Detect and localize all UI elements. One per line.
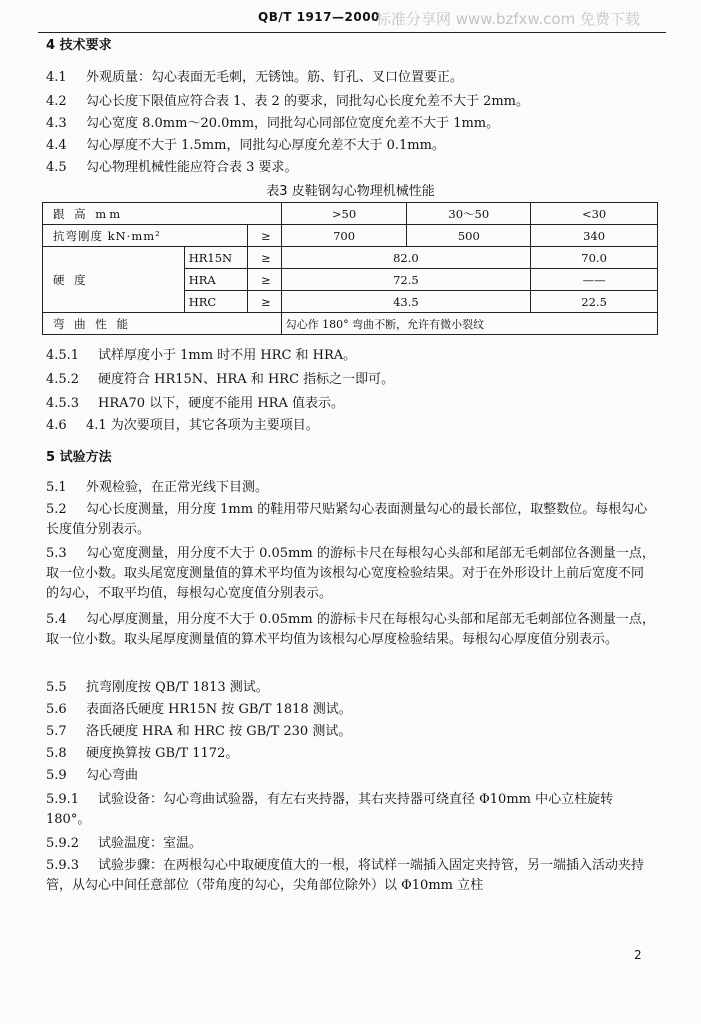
table-cell: ≥ [247, 225, 281, 247]
clause-text: 勾心宽度 8.0mm～20.0mm，同批勾心同部位宽度允差不大于 1mm。 [86, 116, 500, 131]
stiffness-label: 抗弯刚度 kN·mm² [43, 225, 248, 247]
clause-text: 勾心厚度不大于 1.5mm，同批勾心厚度允差不大于 0.1mm。 [86, 138, 445, 153]
clause-5-1 [46, 478, 656, 498]
clause-number: 5.9.3 [46, 858, 80, 873]
table-cell: 82.0 [281, 247, 531, 269]
clause-text: 试验设备：勾心弯曲试验器，有左右夹持器，其右夹持器可绕直径 Φ10mm 中心立柱旋转 180°。 [46, 792, 614, 827]
table-cell: 30～50 [407, 203, 531, 225]
clause-text: 外观检验，在正常光线下目测。 [86, 480, 269, 495]
clause-4-5-1 [46, 346, 656, 366]
clause-number: 4.2 [46, 94, 67, 109]
clause-text: 勾心厚度测量，用分度不大于 0.05mm 的游标卡尺在每根勾心头部和尾部无毛刺部位各测量一点，取一位小数。取头尾厚度测量值的算术平均值为该根勾心厚度检验结果。每根勾心厚度值分别表示。 [46, 612, 655, 647]
clause-number: 5.8 [46, 746, 67, 761]
table-cell: 700 [281, 225, 407, 247]
table-cell: 500 [407, 225, 531, 247]
page-header [0, 8, 701, 30]
clause-5-9-3 [46, 856, 656, 896]
clause-text: 抗弯刚度按 QB/T 1813 测试。 [86, 680, 269, 695]
page-number: 2 [634, 948, 642, 962]
clause-text: 勾心长度下限值应符合表 1、表 2 的要求，同批勾心长度允差不大于 2mm。 [86, 94, 529, 109]
clause-5-9-1 [46, 790, 656, 830]
clause-5-5 [46, 678, 656, 698]
table-cell: ≥ [247, 269, 281, 291]
clause-text: 硬度换算按 GB/T 1172。 [86, 746, 239, 761]
clause-text: 洛氏硬度 HRA 和 HRC 按 GB/T 230 测试。 [86, 724, 352, 739]
clause-number: 5.3 [46, 546, 67, 561]
table-cell: 72.5 [281, 269, 531, 291]
clause-text: 勾心长度测量，用分度 1mm 的鞋用带尺贴紧勾心表面测量勾心的最长部位，取整数位。每根勾心长度值分别表示。 [46, 502, 648, 537]
clause-number: 4.1 [46, 70, 67, 85]
clause-5-3 [46, 544, 656, 604]
table-cell: 340 [531, 225, 658, 247]
clause-number: 5.5 [46, 680, 67, 695]
table-cell: 70.0 [531, 247, 658, 269]
clause-4-1 [46, 68, 656, 88]
clause-number: 5.9.2 [46, 836, 80, 851]
heel-height-label: 跟 高 mm [43, 203, 282, 225]
table-row [43, 203, 658, 225]
clause-text: 试样厚度小于 1mm 时不用 HRC 和 HRA。 [98, 348, 357, 363]
clause-5-6 [46, 700, 656, 720]
table-row [43, 225, 658, 247]
clause-text: 硬度符合 HR15N、HRA 和 HRC 指标之一即可。 [98, 372, 395, 387]
clause-text: 勾心弯曲 [86, 768, 139, 783]
table-cell: HR15N [184, 247, 247, 269]
table-3 [42, 202, 658, 335]
clause-4-5 [46, 158, 656, 178]
clause-4-5-2 [46, 370, 656, 390]
clause-text: 外观质量：勾心表面无毛刺，无锈蚀。筋、钉孔、叉口位置要正。 [86, 70, 464, 85]
clause-number: 4.3 [46, 116, 67, 131]
clause-5-9 [46, 766, 656, 786]
clause-text: 勾心物理机械性能应符合表 3 要求。 [86, 160, 298, 175]
clause-text: 4.1 为次要项目，其它各项为主要项目。 [86, 418, 319, 433]
clause-number: 4.5.3 [46, 396, 80, 411]
section-5-heading: 5 试验方法 [46, 450, 112, 465]
bending-label: 弯 曲 性 能 [43, 313, 282, 335]
bending-value: 勾心作 180° 弯曲不断，允许有微小裂纹 [281, 313, 657, 335]
table-cell: 43.5 [281, 291, 531, 313]
clause-number: 5.9 [46, 768, 67, 783]
clause-number: 4.5.1 [46, 348, 80, 363]
clause-number: 5.7 [46, 724, 67, 739]
clause-number: 4.6 [46, 418, 67, 433]
header-rule [38, 32, 666, 33]
clause-4-2 [46, 92, 656, 112]
clause-text: 试验步骤：在两根勾心中取硬度值大的一根，将试样一端插入固定夹持管，另一端插入活动夹持管，从勾心中间任意部位（带角度的勾心，尖角部位除外）以 Φ10mm 立柱 [46, 858, 645, 893]
hardness-label: 硬 度 [43, 247, 185, 313]
clause-number: 4.5.2 [46, 372, 80, 387]
clause-4-3 [46, 114, 656, 134]
table-cell: HRC [184, 291, 247, 313]
clause-text: 试验温度：室温。 [98, 836, 203, 851]
table-row [43, 247, 658, 269]
table-cell: ≥ [247, 247, 281, 269]
table-cell: >50 [281, 203, 407, 225]
clause-4-4 [46, 136, 656, 156]
watermark: 标准分享网 www.bzfxw.com 免费下载 [376, 10, 640, 28]
clause-text: HRA70 以下，硬度不能用 HRA 值表示。 [98, 396, 344, 411]
clause-text: 勾心宽度测量，用分度不大于 0.05mm 的游标卡尺在每根勾心头部和尾部无毛刺部位各测量一点，取一位小数。取头尾宽度测量值的算术平均值为该根勾心宽度检验结果。对于在外形设计上前后宽度不同的勾心，不取平均值，每根勾心宽度值分别表示。 [46, 546, 655, 601]
clause-5-8 [46, 744, 656, 764]
table-row [43, 313, 658, 335]
table-cell: <30 [531, 203, 658, 225]
clause-number: 4.4 [46, 138, 67, 153]
clause-number: 5.2 [46, 502, 67, 517]
clause-number: 5.6 [46, 702, 67, 717]
clause-number: 5.1 [46, 480, 67, 495]
clause-5-9-2 [46, 834, 656, 854]
section-4-heading: 4 技术要求 [46, 38, 112, 53]
standard-number: QB/T 1917—2000 [258, 10, 380, 24]
table-cell: ≥ [247, 291, 281, 313]
clause-5-4 [46, 610, 656, 650]
table-cell: HRA [184, 269, 247, 291]
clause-4-5-3 [46, 394, 656, 414]
clause-text: 表面洛氏硬度 HR15N 按 GB/T 1818 测试。 [86, 702, 352, 717]
table-cell: —— [531, 269, 658, 291]
table-3-caption: 表3 皮鞋钢勾心物理机械性能 [266, 184, 435, 199]
clause-number: 5.4 [46, 612, 67, 627]
table-cell: 22.5 [531, 291, 658, 313]
clause-5-2 [46, 500, 656, 540]
clause-5-7 [46, 722, 656, 742]
clause-number: 4.5 [46, 160, 67, 175]
clause-number: 5.9.1 [46, 792, 80, 807]
clause-4-6 [46, 416, 656, 436]
